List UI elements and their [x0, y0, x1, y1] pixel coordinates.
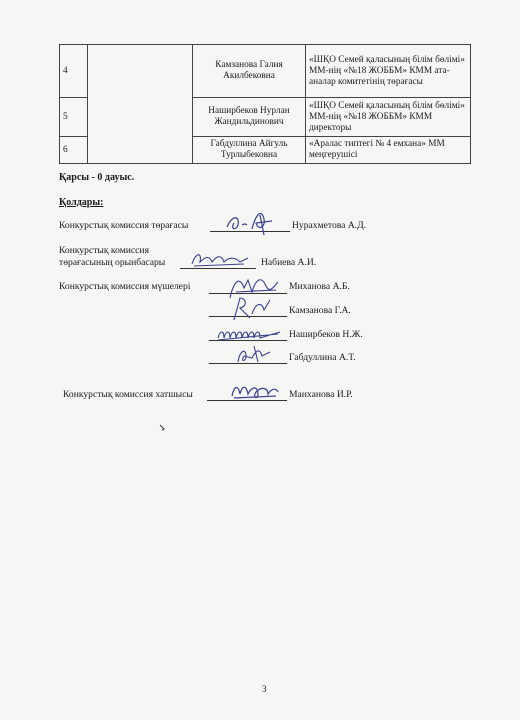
secretary-name: Манханова И.Р. [289, 389, 353, 400]
ink-mark [159, 423, 167, 431]
member-name: Камзанова Галия Акилбековна [193, 45, 306, 98]
member-signature [232, 342, 276, 366]
deputy-signature [188, 248, 252, 272]
chair-role: Конкурстық комиссия төрағасы [59, 220, 189, 231]
votes-against: Қарсы - 0 дауыс. [59, 172, 135, 183]
member-position: «ШҚО Семей қаласының білім бөлімі» ММ-нің «№18 ЖОББМ» КММ ата-аналар комитетінің төрағасы [306, 45, 471, 98]
member-name-3: Наширбеков Н.Ж. [289, 329, 363, 340]
member-name-4: Габдуллина А.Т. [289, 352, 356, 363]
signatures-heading: Қолдары: [59, 197, 104, 208]
secretary-signature [228, 380, 282, 404]
member-position: «ШҚО Семей қаласының білім бөлімі» ММ-нің «№18 ЖОББМ» КММ директоры [306, 98, 471, 137]
deputy-role-line2: төрағасының орынбасары [59, 257, 166, 268]
member-name-2: Камзанова Г.А. [289, 305, 351, 316]
merged-empty-cell [88, 45, 193, 164]
member-name: Габдуллина Айгуль Турлыбековна [193, 137, 306, 164]
deputy-name: Набиева А.И. [261, 257, 317, 268]
deputy-role-line1: Конкурстық комиссия [59, 245, 149, 256]
chair-name: Нурахметова А.Д. [292, 220, 367, 231]
member-signature [226, 294, 276, 322]
row-number: 6 [60, 137, 88, 164]
members-role: Конкурстық комиссия мүшелері [59, 281, 191, 292]
table-row [60, 45, 471, 98]
secretary-role: Конкурстық комиссия хатшысы [63, 389, 193, 400]
row-number: 4 [60, 45, 88, 98]
member-name-1: Миханова А.Б. [289, 281, 350, 292]
row-number: 5 [60, 98, 88, 137]
page-number: 3 [262, 684, 267, 694]
commission-members-table [59, 44, 471, 164]
chair-signature [222, 205, 282, 235]
member-position: «Аралас типтегі № 4 емхана» ММ меңгерушісі [306, 137, 471, 164]
member-name: Наширбеков Нурлан Жандильдинович [193, 98, 306, 137]
